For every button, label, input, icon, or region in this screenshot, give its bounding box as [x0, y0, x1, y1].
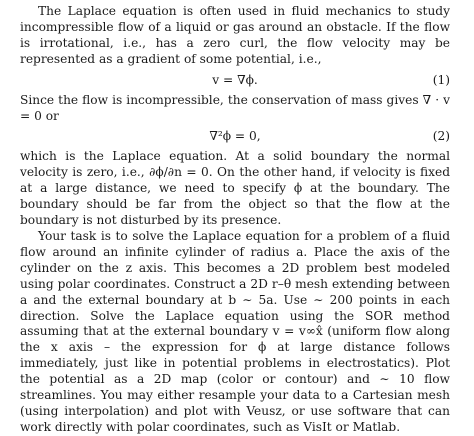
paragraph-intro: The Laplace equation is often used in fluid mechanics to study incompressible flow of a liquid or gas around an obstacle. If the flow is irrotational, i.e., has a zero curl, the flow velocity may be represented as a gradient of some potential, i.e., — [20, 4, 450, 66]
equation-2 — [20, 126, 450, 148]
equation-2-number: (2) — [432, 129, 450, 144]
equation-1-number: (1) — [432, 72, 450, 87]
equation-1-expression: v = ∇ϕ. — [212, 72, 258, 87]
equation-2-expression: ∇²ϕ = 0, — [209, 129, 261, 144]
paragraph-task: Your task is to solve the Laplace equation for a problem of a fluid flow around an infinite cylinder of radius a. Place the axis of the cylinder on the z axis. This becomes a 2D problem best modeled using polar coordinates. Construct a 2D r–θ mesh extending between a and the external boundary at b ∼ 5a. Use ∼ 200 points in each direction. Solve the Laplace equation using the SOR method assuming that at the external boundary v = v∞x̂ (uniform flow along the x axis – the expression for ϕ at large distance follows immediately, just like in potential problems in electrostatics). Plot the potential as a 2D map (color or contour) and ∼ 10 flow streamlines. You may either resample your data to a Cartesian mesh (using interpolation) and plot with Veusz, or use software that can work directly with polar coordinates, such as VisIt or Matlab. — [20, 228, 450, 434]
equation-1 — [20, 70, 450, 92]
paragraph-incompressible: Since the flow is incompressible, the conservation of mass gives ∇ · v = 0 or — [20, 92, 450, 123]
paragraph-boundary: which is the Laplace equation. At a solid boundary the normal velocity is zero, i.e., ∂ϕ/∂n = 0. On the other hand, if velocity is fixed at a large distance, we need to specify ϕ at the boundary. The boundary should be far from the object so that the flow at the boundary is not disturbed by its presence. — [20, 149, 450, 228]
